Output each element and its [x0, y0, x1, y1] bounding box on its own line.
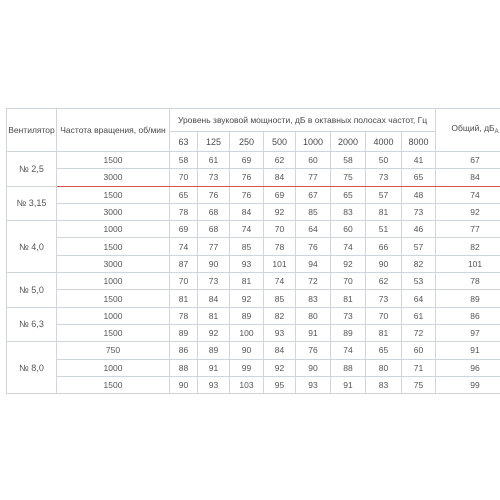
table-row [7, 152, 500, 169]
sound-level-cell: 61 [402, 307, 436, 324]
header-total-label: Общий, дБ [451, 123, 495, 133]
sound-level-cell: 74 [264, 273, 296, 290]
sound-level-cell: 87 [170, 255, 198, 272]
sound-level-cell: 92 [264, 203, 296, 220]
sound-level-cell: 71 [402, 359, 436, 376]
rpm-cell: 1500 [57, 152, 170, 169]
sound-level-cell: 101 [264, 255, 296, 272]
rpm-cell: 1500 [57, 290, 170, 307]
sound-level-cell: 48 [402, 186, 436, 203]
sound-level-cell: 41 [402, 152, 436, 169]
sound-level-cell: 82 [264, 307, 296, 324]
band-header-2000: 2000 [331, 132, 366, 152]
sound-level-cell: 77 [296, 169, 331, 186]
sound-level-cell: 90 [366, 255, 402, 272]
sound-level-cell: 89 [230, 307, 264, 324]
sound-level-cell: 60 [296, 152, 331, 169]
band-header-4000: 4000 [366, 132, 402, 152]
sound-level-cell: 65 [331, 186, 366, 203]
sound-level-cell: 90 [296, 359, 331, 376]
sound-level-cell: 93 [230, 255, 264, 272]
band-header-8000: 8000 [402, 132, 436, 152]
table-row [7, 324, 500, 341]
sound-level-cell: 57 [366, 186, 402, 203]
sound-level-cell: 91 [331, 376, 366, 393]
sound-level-cell: 70 [366, 307, 402, 324]
sound-level-cell: 78 [264, 238, 296, 255]
sound-level-cell: 99 [230, 359, 264, 376]
sound-level-cell: 73 [331, 307, 366, 324]
sound-level-cell: 82 [402, 255, 436, 272]
total-level-cell: 96 [436, 359, 500, 376]
sound-level-cell: 84 [264, 169, 296, 186]
table-row [7, 238, 500, 255]
sound-level-cell: 81 [366, 203, 402, 220]
sound-level-cell: 84 [230, 203, 264, 220]
sound-level-cell: 88 [331, 359, 366, 376]
sound-level-cell: 73 [366, 290, 402, 307]
fan-model-cell: № 5,0 [7, 273, 57, 308]
band-header-250: 250 [230, 132, 264, 152]
table-row [7, 342, 500, 359]
sound-level-cell: 83 [331, 203, 366, 220]
sound-level-cell: 100 [230, 324, 264, 341]
sound-level-cell: 62 [366, 273, 402, 290]
sound-level-cell: 92 [331, 255, 366, 272]
sound-level-cell: 69 [264, 186, 296, 203]
sound-level-cell: 93 [264, 324, 296, 341]
sound-level-cell: 92 [198, 324, 230, 341]
sound-level-cell: 88 [170, 359, 198, 376]
sound-level-cell: 85 [296, 203, 331, 220]
sound-level-cell: 61 [198, 152, 230, 169]
rpm-cell: 1500 [57, 238, 170, 255]
sound-level-cell: 74 [170, 238, 198, 255]
rpm-cell: 1500 [57, 186, 170, 203]
rpm-cell: 3000 [57, 169, 170, 186]
sound-level-cell: 65 [402, 169, 436, 186]
table-row [7, 169, 500, 186]
sound-level-cell: 73 [366, 169, 402, 186]
sound-level-cell: 75 [331, 169, 366, 186]
sound-level-cell: 73 [402, 203, 436, 220]
rpm-cell: 1500 [57, 324, 170, 341]
sound-level-cell: 84 [264, 342, 296, 359]
sound-level-cell: 86 [170, 342, 198, 359]
header-total-sub: А [494, 129, 499, 135]
sound-level-cell: 89 [331, 324, 366, 341]
sound-level-cell: 74 [331, 238, 366, 255]
sound-level-cell: 76 [230, 169, 264, 186]
table-row [7, 273, 500, 290]
sound-level-cell: 83 [366, 376, 402, 393]
sound-level-cell: 70 [170, 169, 198, 186]
sound-level-cell: 92 [264, 359, 296, 376]
sound-level-cell: 46 [402, 221, 436, 238]
rpm-cell: 1000 [57, 359, 170, 376]
rpm-cell: 1500 [57, 376, 170, 393]
sound-level-cell: 75 [402, 376, 436, 393]
sound-level-cell: 80 [296, 307, 331, 324]
sound-level-cell: 68 [198, 203, 230, 220]
sound-level-cell: 85 [230, 238, 264, 255]
sound-level-cell: 83 [296, 290, 331, 307]
sound-level-cell: 60 [402, 342, 436, 359]
sound-level-cell: 66 [366, 238, 402, 255]
sound-level-cell: 69 [230, 152, 264, 169]
sound-level-cell: 76 [296, 238, 331, 255]
fan-model-cell: № 2,5 [7, 152, 57, 187]
table-body [7, 152, 500, 394]
sound-level-cell: 74 [331, 342, 366, 359]
table-row [7, 221, 500, 238]
sound-level-cell: 76 [198, 186, 230, 203]
rpm-cell: 3000 [57, 203, 170, 220]
rpm-cell: 1000 [57, 273, 170, 290]
header-total [436, 109, 500, 152]
sound-level-cell: 93 [198, 376, 230, 393]
rpm-cell: 750 [57, 342, 170, 359]
table-header [7, 109, 500, 152]
total-level-cell: 86 [436, 307, 500, 324]
sound-level-cell: 89 [198, 342, 230, 359]
sound-level-cell: 80 [366, 359, 402, 376]
sound-level-cell: 68 [198, 221, 230, 238]
sound-level-cell: 94 [296, 255, 331, 272]
fan-model-cell: № 3,15 [7, 186, 57, 221]
total-level-cell: 67 [436, 152, 500, 169]
band-header-500: 500 [264, 132, 296, 152]
sound-level-cell: 58 [331, 152, 366, 169]
sound-level-cell: 95 [264, 376, 296, 393]
sound-level-cell: 62 [264, 152, 296, 169]
sound-level-cell: 78 [170, 307, 198, 324]
total-level-cell: 92 [436, 203, 500, 220]
sound-level-cell: 81 [331, 290, 366, 307]
fan-model-cell: № 4,0 [7, 221, 57, 273]
noise-table [6, 108, 500, 394]
sound-level-cell: 77 [198, 238, 230, 255]
sound-level-cell: 89 [170, 324, 198, 341]
fan-model-cell: № 6,3 [7, 307, 57, 342]
header-rpm: Частота вращения, об/мин [57, 109, 170, 152]
sound-level-cell: 70 [170, 273, 198, 290]
sound-level-cell: 69 [170, 221, 198, 238]
total-level-cell: 97 [436, 324, 500, 341]
band-header-125: 125 [198, 132, 230, 152]
sound-level-cell: 81 [170, 290, 198, 307]
header-sound-power: Уровень звуковой мощности, дБ в октавных полосах частот, Гц [170, 109, 436, 132]
sound-level-cell: 73 [198, 169, 230, 186]
total-level-cell: 78 [436, 273, 500, 290]
fan-model-cell: № 8,0 [7, 342, 57, 394]
total-level-cell: 91 [436, 342, 500, 359]
rpm-cell: 1000 [57, 221, 170, 238]
sound-level-cell: 85 [264, 290, 296, 307]
sound-level-cell: 58 [170, 152, 198, 169]
sound-level-cell: 91 [198, 359, 230, 376]
sound-level-cell: 76 [296, 342, 331, 359]
total-level-cell: 74 [436, 186, 500, 203]
sound-level-cell: 57 [402, 238, 436, 255]
sound-level-cell: 81 [366, 324, 402, 341]
sound-level-cell: 65 [170, 186, 198, 203]
sound-level-cell: 64 [402, 290, 436, 307]
sound-level-cell: 93 [296, 376, 331, 393]
total-level-cell: 101 [436, 255, 500, 272]
band-header-63: 63 [170, 132, 198, 152]
sound-level-cell: 50 [366, 152, 402, 169]
table-row [7, 290, 500, 307]
rpm-cell: 1000 [57, 307, 170, 324]
sound-level-cell: 90 [230, 342, 264, 359]
sound-level-cell: 76 [230, 186, 264, 203]
sound-level-cell: 103 [230, 376, 264, 393]
sound-level-cell: 72 [296, 273, 331, 290]
sound-level-cell: 67 [296, 186, 331, 203]
table-row [7, 186, 500, 203]
rpm-cell: 3000 [57, 255, 170, 272]
band-header-1000: 1000 [296, 132, 331, 152]
sound-level-cell: 81 [198, 307, 230, 324]
sound-level-cell: 70 [331, 273, 366, 290]
table-row [7, 255, 500, 272]
total-level-cell: 77 [436, 221, 500, 238]
total-level-cell: 89 [436, 290, 500, 307]
sound-level-cell: 90 [198, 255, 230, 272]
total-level-cell: 84 [436, 169, 500, 186]
sound-level-cell: 78 [170, 203, 198, 220]
sound-level-cell: 73 [198, 273, 230, 290]
table-row [7, 376, 500, 393]
sound-level-cell: 81 [230, 273, 264, 290]
table-row [7, 359, 500, 376]
sound-level-cell: 74 [230, 221, 264, 238]
sound-level-cell: 60 [331, 221, 366, 238]
total-level-cell: 99 [436, 376, 500, 393]
table-row [7, 307, 500, 324]
sound-level-cell: 90 [170, 376, 198, 393]
sound-level-cell: 65 [366, 342, 402, 359]
sound-level-cell: 70 [264, 221, 296, 238]
sound-level-cell: 53 [402, 273, 436, 290]
sound-level-cell: 51 [366, 221, 402, 238]
sound-level-cell: 64 [296, 221, 331, 238]
table-row [7, 203, 500, 220]
sound-level-cell: 84 [198, 290, 230, 307]
sound-level-cell: 92 [230, 290, 264, 307]
header-fan: Вентилятор [7, 109, 57, 152]
sound-level-cell: 72 [402, 324, 436, 341]
total-level-cell: 82 [436, 238, 500, 255]
sound-level-cell: 91 [296, 324, 331, 341]
